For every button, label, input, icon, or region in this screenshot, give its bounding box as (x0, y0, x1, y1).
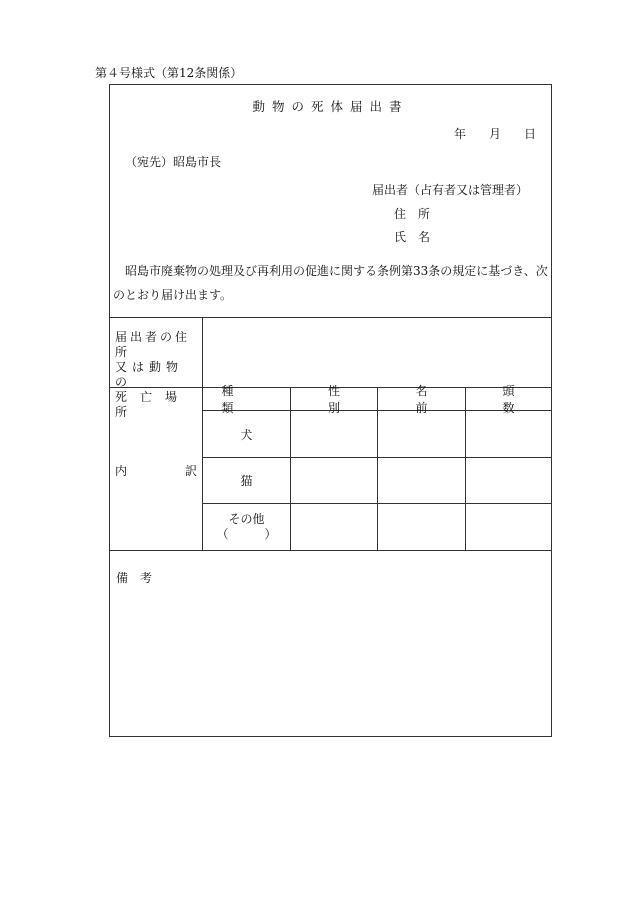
form-number: 第４号様式（第12条関係） (95, 66, 243, 80)
form-frame (109, 84, 555, 737)
form-title: 動物の死体届出書 (252, 99, 409, 114)
header-sex-label: 性別 (328, 383, 381, 415)
details-label-left: 内 (115, 464, 128, 478)
row-other-label: その他 (228, 512, 265, 526)
notifier-address-label: 住 所 (394, 207, 431, 221)
details-label (115, 462, 197, 479)
header-name (378, 383, 468, 415)
header-count (466, 383, 555, 415)
date-day: 日 (523, 127, 536, 141)
location-label-line: 又は動物の (115, 360, 184, 389)
dog-sex-input[interactable] (291, 411, 377, 457)
details-label-right: 訳 (184, 464, 197, 478)
row-other-paren: （ ） (216, 527, 277, 541)
header-type (203, 383, 290, 415)
addressee: （宛先）昭島市長 (125, 155, 222, 169)
date-year: 年 (454, 127, 467, 141)
cat-name-input[interactable] (378, 458, 465, 503)
other-name-input[interactable] (378, 504, 465, 550)
location-label (115, 330, 197, 420)
row-cat: 猫 (240, 474, 253, 488)
location-label-line: 死亡場所 (115, 390, 191, 419)
header-sex (291, 383, 381, 415)
other-count-input[interactable] (466, 504, 551, 550)
header-type-label: 種類 (221, 383, 260, 415)
cat-count-input[interactable] (466, 458, 551, 503)
location-input[interactable] (203, 318, 551, 387)
header-name-label: 名前 (415, 383, 468, 415)
row-dog: 犬 (240, 427, 253, 442)
row-other (203, 504, 290, 550)
declaration-text: 昭島市廃棄物の処理及び再利用の促進に関する条例第33条の規定に基づき、次のとおり届け出ます。 (113, 264, 548, 302)
dog-count-input[interactable] (466, 411, 551, 457)
date-line (454, 125, 536, 142)
header-count-label: 頭数 (502, 383, 555, 415)
location-label-line: 届出者の住所 (115, 330, 191, 359)
remarks-input[interactable] (110, 551, 551, 736)
notifier-name-label: 氏 名 (394, 230, 431, 244)
remarks-label: 備 考 (116, 571, 153, 585)
date-month: 月 (488, 127, 501, 141)
other-sex-input[interactable] (291, 504, 377, 550)
notifier-heading: 届出者（占有者又は管理者） (372, 183, 529, 197)
cat-sex-input[interactable] (291, 458, 377, 503)
dog-name-input[interactable] (378, 411, 465, 457)
